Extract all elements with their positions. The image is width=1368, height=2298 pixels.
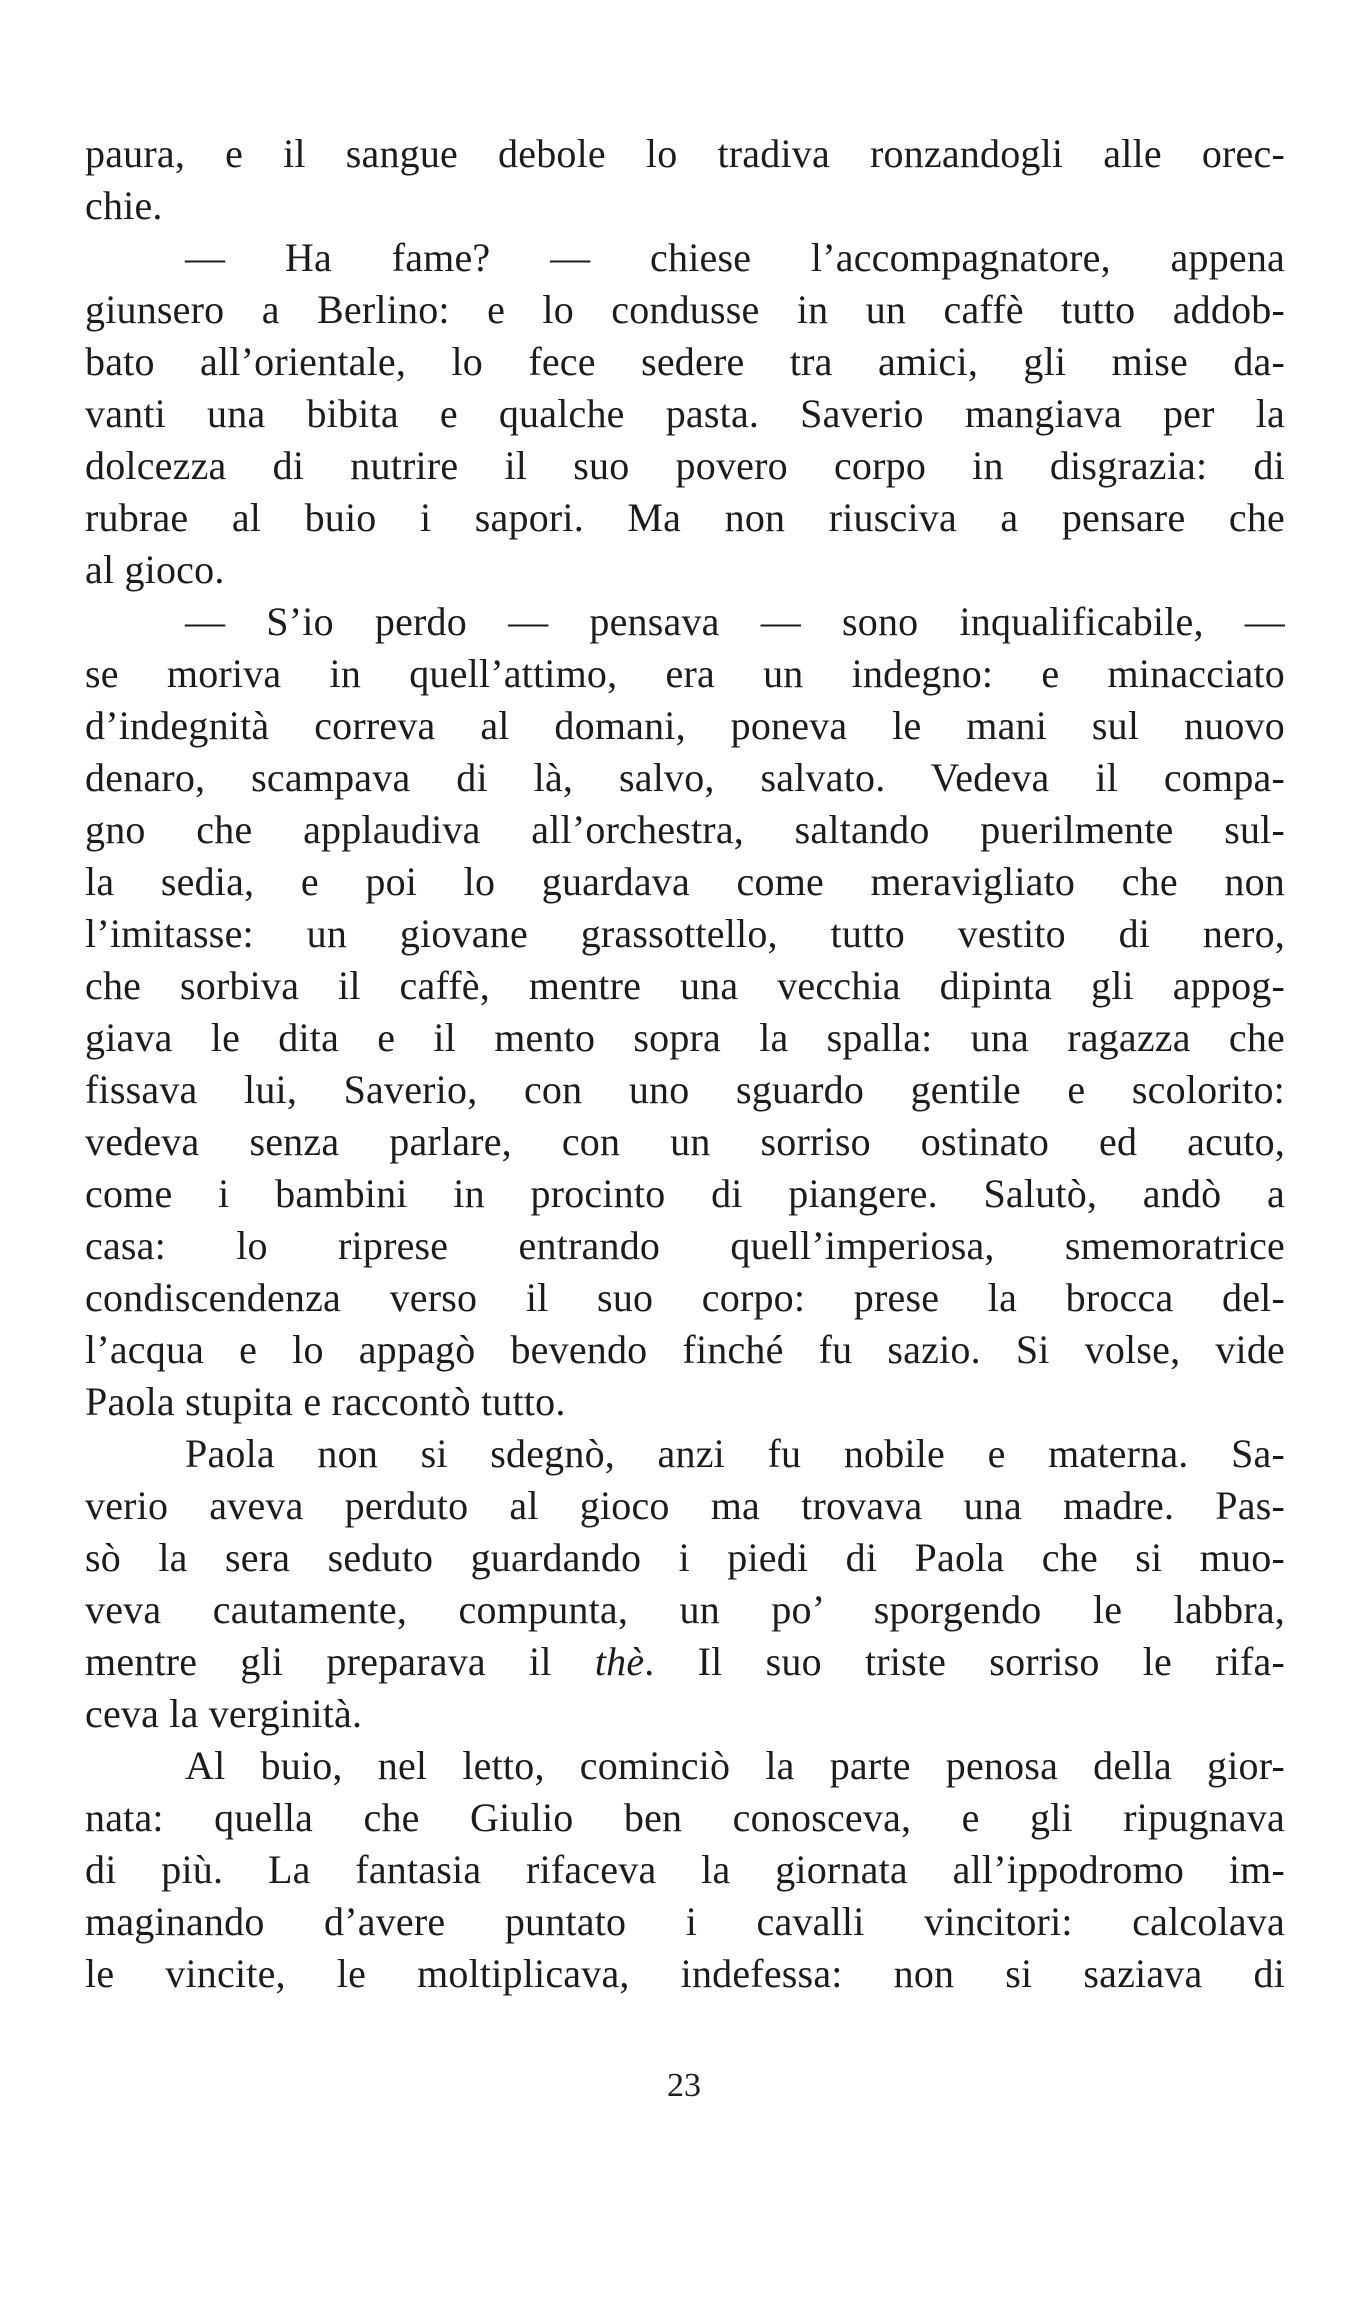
text-line: verio aveva perduto al gioco ma trovava una madre. Pas- (85, 1483, 1285, 1528)
text-line: al gioco. (85, 547, 225, 592)
text-line: veva cautamente, compunta, un po’ sporgendo le labbra, (85, 1587, 1285, 1632)
text-line: di più. La fantasia rifaceva la giornata all’ippodromo im- (85, 1847, 1285, 1892)
text-line: ceva la verginità. (85, 1691, 363, 1736)
text-line: — S’io perdo — pensava — sono inqualificabile, — (185, 599, 1285, 644)
text-line: paura, e il sangue debole lo tradiva ronzandogli alle orec- (85, 131, 1285, 176)
text-line: vedeva senza parlare, con un sorriso ostinato ed acuto, (85, 1119, 1285, 1164)
page-number: 23 (667, 2067, 701, 2104)
text-line: chie. (85, 183, 163, 228)
text-line: nata: quella che Giulio ben conosceva, e gli ripugnava (85, 1795, 1285, 1840)
text-line: condiscendenza verso il suo corpo: prese la brocca del- (85, 1275, 1285, 1320)
text-line: denaro, scampava di là, salvo, salvato. Vedeva il compa- (85, 755, 1285, 800)
text-line: se moriva in quell’attimo, era un indegno: e minacciato (85, 651, 1285, 696)
text-line: bato all’orientale, lo fece sedere tra amici, gli mise da- (85, 339, 1285, 384)
text-line: Al buio, nel letto, cominciò la parte penosa della gior- (185, 1743, 1285, 1788)
text-line: Paola stupita e raccontò tutto. (85, 1379, 566, 1424)
text-line-with-italic (85, 1636, 1285, 1688)
text-line: maginando d’avere puntato i cavalli vincitori: calcolava (85, 1899, 1285, 1944)
text-line: dolcezza di nutrire il suo povero corpo in disgrazia: di (85, 443, 1285, 488)
text-line: che sorbiva il caffè, mentre una vecchia dipinta gli appog- (85, 963, 1285, 1008)
text-line: — Ha fame? — chiese l’accompagnatore, appena (185, 235, 1285, 280)
text-line: rubrae al buio i sapori. Ma non riusciva a pensare che (85, 495, 1285, 540)
text-line: le vincite, le moltiplicava, indefessa: non si saziava di (85, 1951, 1285, 1996)
text-line: casa: lo riprese entrando quell’imperiosa, smemoratrice (85, 1223, 1285, 1268)
text-line: fissava lui, Saverio, con uno sguardo gentile e scolorito: (85, 1067, 1285, 1112)
text-line: sò la sera seduto guardando i piedi di Paola che si muo- (85, 1535, 1285, 1580)
italic-word: thè (594, 1639, 645, 1684)
text-line: l’imitasse: un giovane grassottello, tutto vestito di nero, (85, 911, 1285, 956)
text-line: d’indegnità correva al domani, poneva le mani sul nuovo (85, 703, 1285, 748)
text-line: vanti una bibita e qualche pasta. Saverio mangiava per la (85, 391, 1285, 436)
text-line: la sedia, e poi lo guardava come meravigliato che non (85, 859, 1285, 904)
body-text (85, 128, 1285, 2000)
text-line: Paola non si sdegnò, anzi fu nobile e materna. Sa- (185, 1431, 1285, 1476)
text-line: giava le dita e il mento sopra la spalla: una ragazza che (85, 1015, 1285, 1060)
text-line: gno che applaudiva all’orchestra, saltando puerilmente sul- (85, 807, 1285, 852)
text-segment: . Il suo triste sorriso le rifa- (644, 1639, 1285, 1684)
text-segment: mentre gli preparava il (85, 1639, 595, 1684)
text-line: l’acqua e lo appagò bevendo finché fu sazio. Si volse, vide (85, 1327, 1285, 1372)
text-line: giunsero a Berlino: e lo condusse in un caffè tutto addob- (85, 287, 1285, 332)
text-line: come i bambini in procinto di piangere. Salutò, andò a (85, 1171, 1285, 1216)
